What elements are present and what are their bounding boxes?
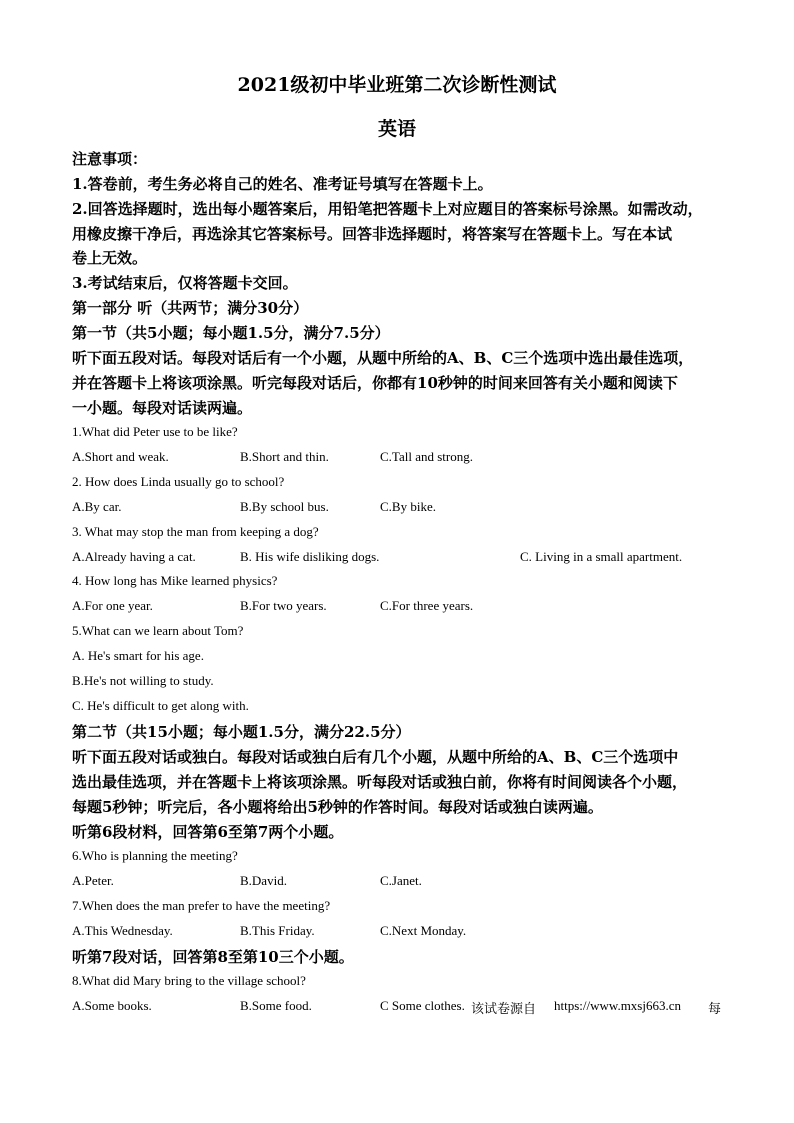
notice-item-2: 2.回答选择题时，选出每小题答案后，用铅笔把答题卡上对应题目的答案标号涂黑。如需改动， [72,200,703,218]
question-1-option-c: C.Tall and strong. [380,449,473,464]
section2-instruction-cont: 选出最佳选项，并在答题卡上将该项涂黑。听每段对话或独白前，你将有时间阅读各个小题， [72,773,688,791]
question-8-option-c: C Some clothes. [380,998,465,1013]
question-8-option-a: A.Some books. [72,998,152,1013]
question-7-stem: 7.When does the man prefer to have the meeting? [72,898,331,913]
question-4-option-a: A.For one year. [72,598,153,613]
question-7-option-b: B.This Friday. [240,923,315,938]
notice-item-2-end: 卷上无效。 [72,249,148,267]
material-7-heading: 听第7段对话，回答第8至第10三个小题。 [72,948,354,966]
question-5-option-b: B.He's not willing to study. [72,673,214,688]
question-8-option-b: B.Some food. [240,998,312,1013]
notice-item-3: 3.考试结束后，仅将答题卡交回。 [72,274,298,292]
question-5-stem: 5.What can we learn about Tom? [72,623,244,638]
notice-item-1: 1.答卷前，考生务必将自己的姓名、准考证号填写在答题卡上。 [72,175,493,193]
question-1-stem: 1.What did Peter use to be like? [72,424,238,439]
question-1-option-b: B.Short and thin. [240,449,329,464]
question-5-option-a: A. He's smart for his age. [72,648,204,663]
question-6-stem: 6.Who is planning the meeting? [72,848,238,863]
section2-heading: 第二节（共15小题；每小题1.5分，满分22.5分） [72,723,411,741]
source-url[interactable]: https://www.mxsj663.cn [554,998,681,1013]
question-8-stem: 8.What did Mary bring to the village school? [72,973,306,988]
question-3-option-b: B. His wife disliking dogs. [240,549,380,564]
section1-instruction: 听下面五段对话。每段对话后有一个小题，从题中所给的A、B、C三个选项中选出最佳选项， [72,349,694,367]
question-4-option-c: C.For three years. [380,598,474,613]
question-3-option-a: A.Already having a cat. [72,549,196,564]
question-2-option-a: A.By car. [72,499,122,514]
notice-heading: 注意事项： [72,150,148,168]
question-6-option-c: C.Janet. [380,873,422,888]
exam-subject: 英语 [377,118,416,140]
question-2-option-b: B.By school bus. [240,499,329,514]
source-note-prefix: 该试卷源自 [471,1001,537,1016]
section2-instruction-end: 每题5秒钟；听完后，各小题将给出5秒钟的作答时间。每段对话或独白读两遍。 [72,798,603,816]
source-note-suffix: 每 [708,1001,722,1016]
question-1-option-a: A.Short and weak. [72,449,169,464]
question-7-option-a: A.This Wednesday. [72,923,173,938]
question-6-option-a: A.Peter. [72,873,114,888]
part1-heading: 第一部分 听（共两节；满分30分） [72,299,309,317]
section2-instruction: 听下面五段对话或独白。每段对话或独白后有几个小题，从题中所给的A、B、C三个选项中 [72,748,679,766]
section1-heading: 第一节（共5小题；每小题1.5分，满分7.5分） [72,324,390,342]
question-7-option-c: C.Next Monday. [380,923,467,938]
question-4-stem: 4. How long has Mike learned physics? [72,573,278,588]
question-3-stem: 3. What may stop the man from keeping a dog? [72,524,319,539]
question-4-option-b: B.For two years. [240,598,327,613]
question-2-stem: 2. How does Linda usually go to school? [72,474,285,489]
material-6-heading: 听第6段材料，回答第6至第7两个小题。 [72,823,344,841]
section1-instruction-cont: 并在答题卡上将该项涂黑。听完每段对话后，你都有10秒钟的时间来回答有关小题和阅读下 [72,374,678,392]
question-5-option-c: C. He's difficult to get along with. [72,698,249,713]
exam-title: 2021级初中毕业班第二次诊断性测试 [237,74,557,96]
question-2-option-c: C.By bike. [380,499,436,514]
question-3-option-c: C. Living in a small apartment. [520,549,683,564]
notice-item-2-cont: 用橡皮擦干净后，再选涂其它答案标号。回答非选择题时，将答案写在答题卡上。写在本试 [72,225,673,243]
section1-instruction-end: 一小题。每段对话读两遍。 [72,399,253,417]
question-6-option-b: B.David. [240,873,287,888]
